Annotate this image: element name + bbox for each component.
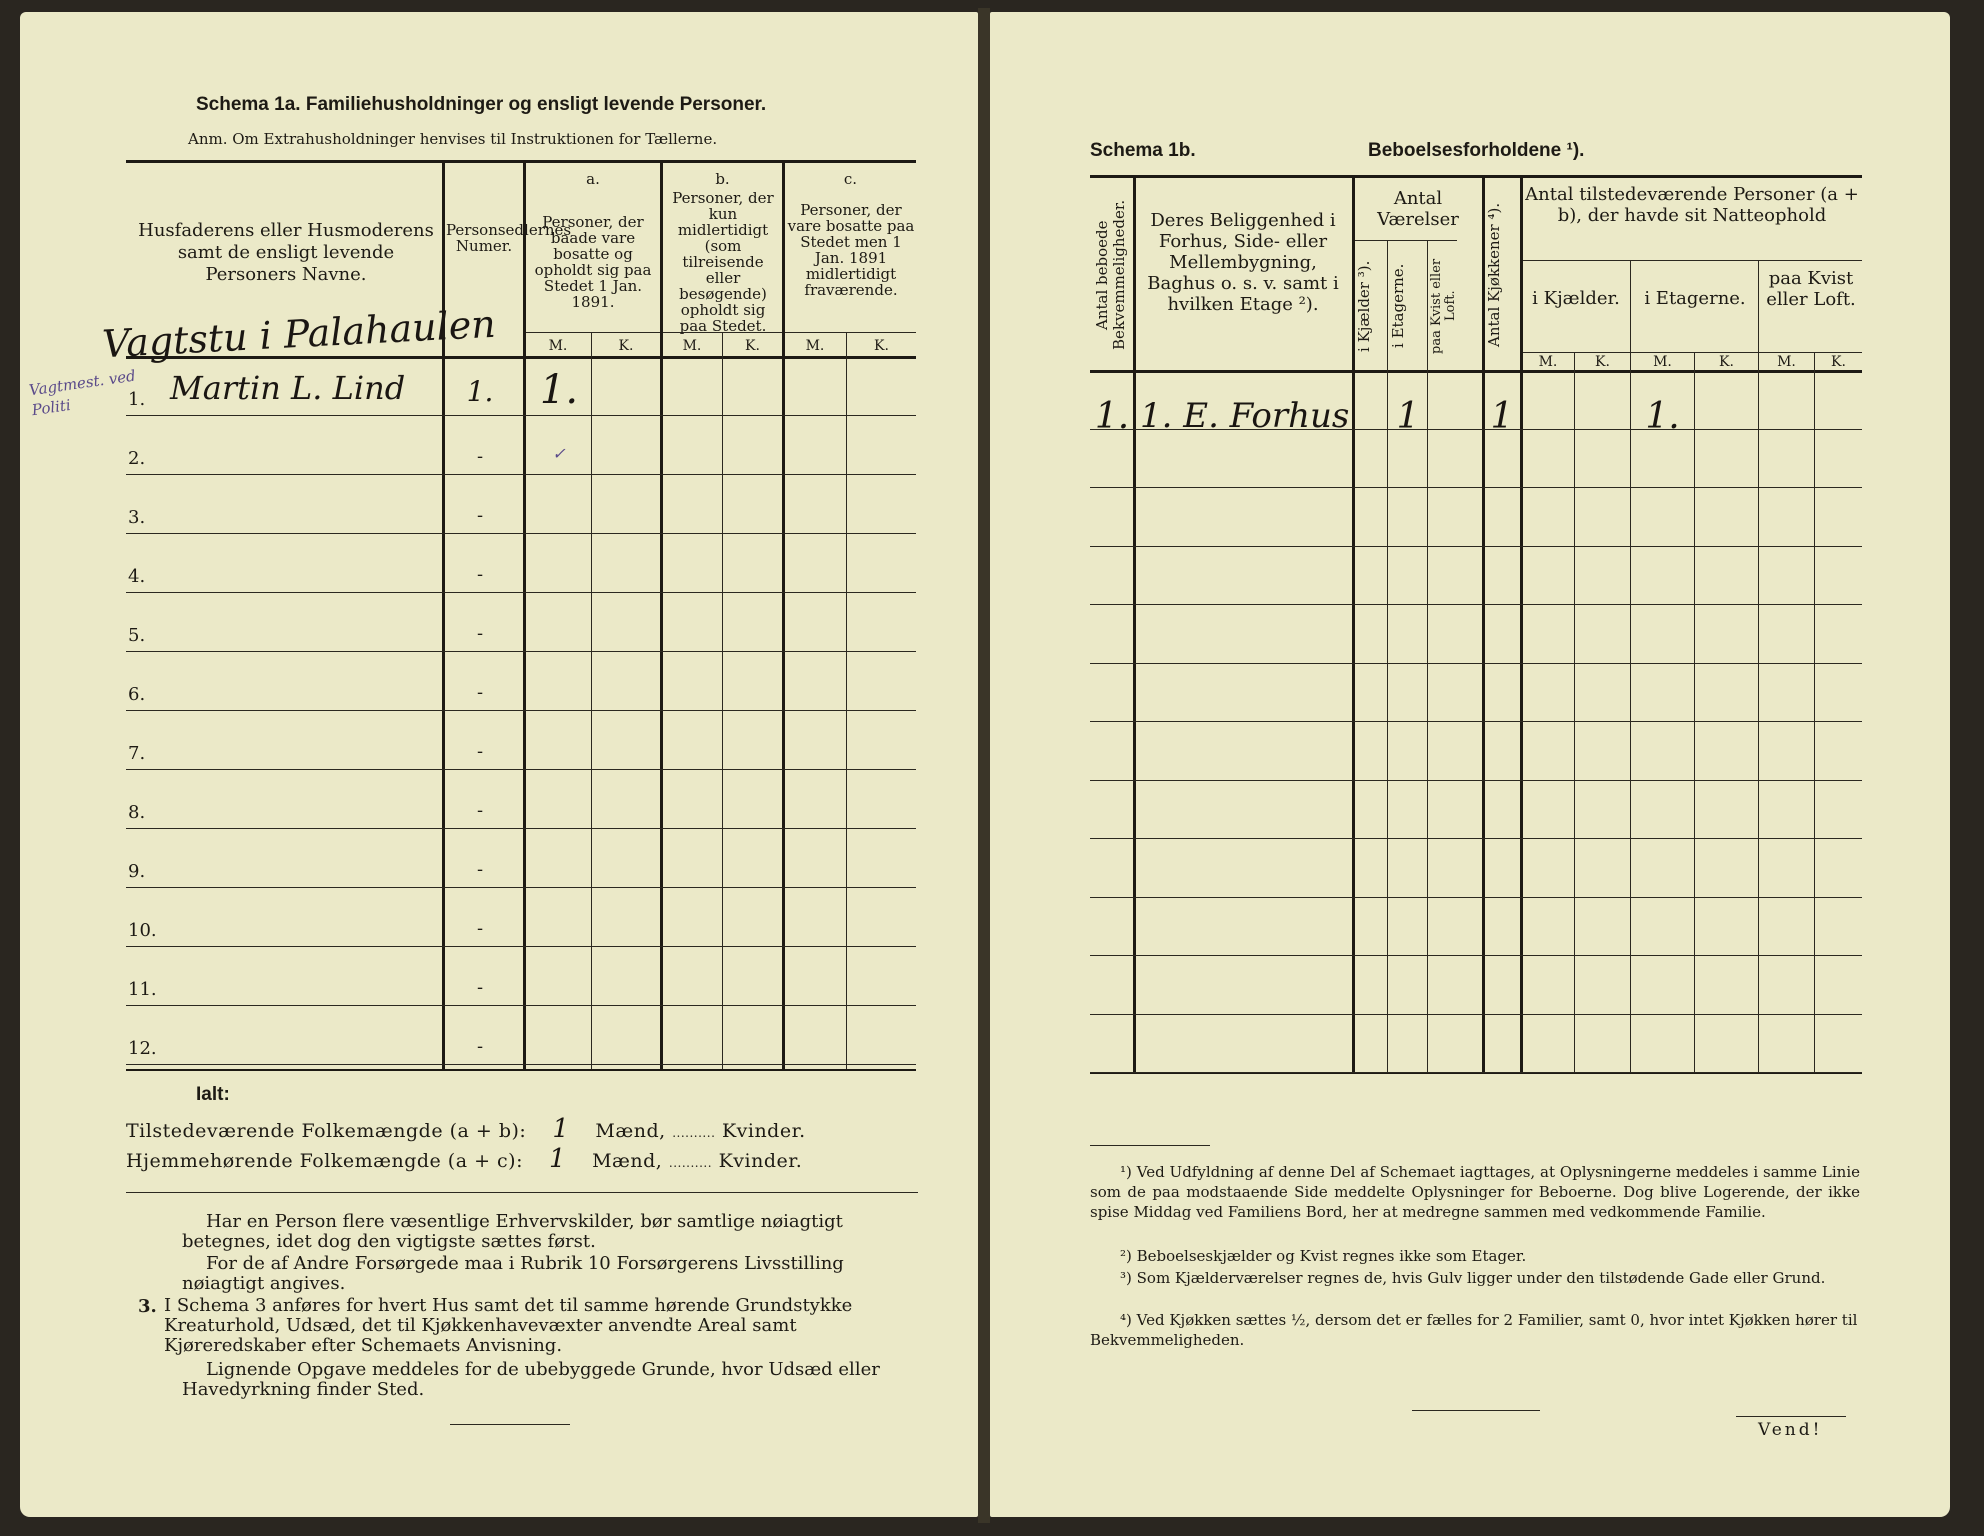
col-divider-name bbox=[442, 160, 445, 1070]
left-row-pers: - bbox=[476, 741, 484, 762]
footnote-2: ²) Beboelseskjælder og Kvist regnes ikke som Etager. bbox=[1120, 1247, 1527, 1265]
r-row1-etag-m: 1. bbox=[1645, 396, 1680, 437]
r-row1-etagerne: 1 bbox=[1396, 396, 1420, 437]
right-row-line bbox=[1090, 1014, 1862, 1015]
col-divider-b-mk bbox=[722, 332, 723, 1069]
r-kv-m: M. bbox=[1777, 354, 1796, 370]
left-row-num: 6. bbox=[128, 684, 146, 705]
left-row-num: 4. bbox=[128, 566, 146, 587]
r-col-div-8 bbox=[1630, 260, 1631, 1072]
r-et-k: K. bbox=[1719, 354, 1734, 370]
a-k-label: K. bbox=[618, 338, 634, 354]
ialt-rule bbox=[126, 1192, 918, 1193]
r-vaer-rule bbox=[1355, 240, 1457, 241]
col-divider-b bbox=[782, 160, 785, 1070]
b-k-label: K. bbox=[745, 338, 760, 354]
vend-label: Vend! bbox=[1758, 1420, 1823, 1440]
hjemme-value: 1 bbox=[549, 1144, 567, 1174]
right-row-line bbox=[1090, 955, 1862, 956]
r-row1-kjokkener: 1 bbox=[1490, 396, 1514, 437]
r-header-kvist: paa Kvist eller Loft. bbox=[1429, 258, 1458, 354]
r-header-kjaelder: i Kjælder ³). bbox=[1355, 260, 1373, 352]
header-c: Personer, der vare bosatte paa Stedet men 1 Jan. 1891 midlertidigt fraværende. bbox=[787, 201, 915, 299]
c-m-label: M. bbox=[805, 338, 825, 354]
r-kj-k: K. bbox=[1595, 354, 1610, 370]
left-row-line bbox=[126, 592, 916, 593]
schema-1b-title: Schema 1b. bbox=[1090, 140, 1196, 161]
footnote-3: ³) Som Kjælderværelser regnes de, hvis Gulv ligger under den tilstødende Gade eller Grund. bbox=[1120, 1269, 1826, 1287]
c-k-label: K. bbox=[874, 338, 889, 354]
hjemme-maend: Mænd, bbox=[592, 1150, 663, 1172]
right-page bbox=[990, 12, 1950, 1517]
left-row-name: Martin L. Lind bbox=[170, 369, 406, 407]
header-name: Husfaderens eller Husmoderens samt de ensligt levende Personers Navne. bbox=[138, 220, 434, 285]
left-row-num: 10. bbox=[128, 920, 157, 941]
r-table-top bbox=[1090, 175, 1862, 178]
vend-rule bbox=[1736, 1416, 1846, 1417]
r-col-div-9 bbox=[1694, 352, 1695, 1072]
r-row1-antal: 1. bbox=[1094, 396, 1130, 437]
hjemme-label: Hjemmehørende Folkemængde (a + c): bbox=[126, 1150, 523, 1172]
r-tilstede-rule bbox=[1522, 260, 1862, 261]
left-row-line bbox=[126, 415, 916, 416]
instr-p1: Har en Person flere væsentlige Erhvervskilder, bør samtlige nøiagtigt betegnes, idet dog den vigtigste sættes først. bbox=[182, 1211, 843, 1252]
left-row-line bbox=[126, 828, 916, 829]
left-row-pers: - bbox=[476, 623, 484, 644]
left-row-pers: - bbox=[476, 505, 484, 526]
right-row-line bbox=[1090, 663, 1862, 664]
right-row-line bbox=[1090, 838, 1862, 839]
header-a: Personer, der baade vare bosatte og opholdt sig paa Stedet 1 Jan. 1891. bbox=[534, 213, 652, 311]
right-row-line bbox=[1090, 429, 1862, 430]
left-row-num: 12. bbox=[128, 1038, 157, 1059]
r-header-paa-kvist: paa Kvist eller Loft. bbox=[1766, 268, 1856, 310]
r-header-bottom bbox=[1090, 370, 1862, 373]
schema-1a-title: Schema 1a. Familiehusholdninger og ensligt levende Personer. bbox=[196, 94, 767, 115]
r-kj-m: M. bbox=[1538, 354, 1558, 370]
r-header-antal-bekv: Antal beboede Bekvemmeligheder. bbox=[1093, 199, 1128, 351]
left-row-num: 1. bbox=[128, 389, 146, 410]
left-row-a-m: 1. bbox=[539, 367, 579, 413]
left-row-line bbox=[126, 710, 916, 711]
left-row-line bbox=[126, 946, 916, 947]
header-b-letter: b. bbox=[715, 170, 730, 188]
left-row-a-m: ✓ bbox=[552, 444, 566, 463]
margin-note: Vagtmest. ved Politi bbox=[27, 366, 137, 420]
hjemme-kvinder: Kvinder. bbox=[718, 1150, 803, 1172]
left-row-pers: - bbox=[476, 446, 484, 467]
left-row-line bbox=[126, 533, 916, 534]
left-row-pers: - bbox=[476, 977, 484, 998]
left-row-line bbox=[126, 1064, 916, 1065]
ialt-label: Ialt: bbox=[196, 1084, 230, 1105]
left-row-line bbox=[126, 769, 916, 770]
r-header-beliggenhed: Deres Beliggenhed i Forhus, Side- eller Mellembygning, Baghus o. s. v. samt i hvilken Etage ²). bbox=[1147, 210, 1339, 315]
left-row-line bbox=[126, 474, 916, 475]
schema-1b-subtitle: Beboelsesforholdene ¹). bbox=[1368, 140, 1585, 161]
r-header-etagerne: i Etagerne. bbox=[1389, 263, 1407, 349]
instr-p4: Lignende Opgave meddeles for de ubebyggede Grunde, hvor Udsæd eller Havedyrkning finder Sted. bbox=[182, 1359, 880, 1400]
footnote-1: ¹) Ved Udfyldning af denne Del af Schemaet iagttages, at Oplysningerne meddeles i samme Linie som de paa modstaaende Side meddelte Oplysninger for Beboerne. Dog blive Logerende, der ikke spise Middag ved Familiens Bord, her at medregne sammen med vedkommende Familie. bbox=[1090, 1163, 1860, 1221]
left-page bbox=[20, 12, 978, 1517]
tilstede-dots: .......... bbox=[672, 1126, 716, 1140]
left-row-line bbox=[126, 887, 916, 888]
b-m-label: M. bbox=[682, 338, 702, 354]
header-b: Personer, der kun midlertidigt (som tilreisende eller besøgende) opholdt sig paa Stedet. bbox=[672, 189, 774, 335]
right-row-line bbox=[1090, 721, 1862, 722]
left-row-line bbox=[126, 1005, 916, 1006]
end-rule-left bbox=[450, 1424, 570, 1425]
r-header-i-kjaelder: i Kjælder. bbox=[1532, 288, 1620, 309]
tilstede-label: Tilstedeværende Folkemængde (a + b): bbox=[126, 1120, 527, 1142]
r-col-div-6 bbox=[1520, 175, 1523, 1072]
a-m-label: M. bbox=[548, 338, 568, 354]
r-mk-rule bbox=[1522, 352, 1862, 353]
r-kv-k: K. bbox=[1831, 354, 1846, 370]
handwritten-place: Vagtstu i Palahaulen bbox=[101, 301, 497, 367]
r-header-kjokkener: Antal Kjøkkener ⁴). bbox=[1485, 202, 1503, 348]
left-row-num: 5. bbox=[128, 625, 146, 646]
left-row-pers: - bbox=[476, 918, 484, 939]
r-header-antal-vaer: Antal Værelser bbox=[1377, 188, 1459, 230]
hjemme-line bbox=[126, 1144, 918, 1174]
right-row-line bbox=[1090, 780, 1862, 781]
right-row-line bbox=[1090, 546, 1862, 547]
anm-note: Anm. Om Extrahusholdninger henvises til Instruktionen for Tællerne. bbox=[188, 130, 718, 148]
right-row-line bbox=[1090, 604, 1862, 605]
r-row1-beliggenhed: 1. E. Forhus bbox=[1140, 396, 1350, 436]
tilstede-maend: Mænd, bbox=[595, 1120, 666, 1142]
left-row-pers: 1. bbox=[466, 375, 494, 408]
r-header-i-etagerne: i Etagerne. bbox=[1644, 288, 1746, 309]
left-row-pers: - bbox=[476, 1036, 484, 1057]
left-row-num: 9. bbox=[128, 861, 146, 882]
right-row-line bbox=[1090, 897, 1862, 898]
instr-p3-num: 3. bbox=[138, 1296, 157, 1317]
fn-rule bbox=[1090, 1145, 1210, 1146]
left-row-num: 7. bbox=[128, 743, 146, 764]
left-row-pers: - bbox=[476, 859, 484, 880]
r-header-tilstede: Antal tilstedeværende Personer (a + b), der havde sit Natteophold bbox=[1525, 184, 1859, 226]
r-col-div-7 bbox=[1574, 352, 1575, 1072]
left-row-line bbox=[126, 651, 916, 652]
left-row-pers: - bbox=[476, 564, 484, 585]
tilstede-value: 1 bbox=[552, 1114, 570, 1144]
right-row-line bbox=[1090, 1072, 1862, 1073]
instr-p3: I Schema 3 anføres for hvert Hus samt det til samme hørende Grundstykke Kreaturhold, Udsæd, det til Kjøkkenhavevæxter anvendte Areal samt Kjøreredskaber efter Schemaets Anvisning. bbox=[164, 1295, 853, 1356]
r-et-m: M. bbox=[1653, 354, 1672, 370]
header-a-letter: a. bbox=[586, 170, 600, 188]
col-divider-c-mk bbox=[846, 332, 847, 1069]
r-col-div-4 bbox=[1427, 240, 1428, 1072]
left-row-num: 11. bbox=[128, 979, 157, 1000]
header-num: Personsedlernes Numer. bbox=[446, 221, 572, 255]
book-gutter bbox=[978, 8, 990, 1523]
header-c-letter: c. bbox=[843, 170, 858, 188]
r-col-div-3 bbox=[1387, 240, 1388, 1072]
end-rule-right bbox=[1412, 1410, 1540, 1411]
mk-rule-left bbox=[525, 332, 660, 333]
left-row-num: 2. bbox=[128, 448, 146, 469]
left-row-pers: - bbox=[476, 800, 484, 821]
footnote-4: ⁴) Ved Kjøkken sættes ½, dersom det er fælles for 2 Familier, samt 0, hvor intet Kjøkken hører til Bekvemmeligheden. bbox=[1090, 1311, 1858, 1349]
tilstede-kvinder: Kvinder. bbox=[721, 1120, 806, 1142]
col-divider-a bbox=[660, 160, 663, 1070]
tilstede-line bbox=[126, 1114, 918, 1144]
hjemme-dots: .......... bbox=[668, 1156, 713, 1170]
table-bottom-rule bbox=[126, 1069, 916, 1071]
left-row-pers: - bbox=[476, 682, 484, 703]
table-top-rule bbox=[126, 160, 916, 163]
left-row-num: 8. bbox=[128, 802, 146, 823]
instr-p2: For de af Andre Forsørgede maa i Rubrik 10 Forsørgerens Livsstilling nøiagtigt angives. bbox=[182, 1253, 844, 1294]
right-row-line bbox=[1090, 487, 1862, 488]
col-divider-a-mk bbox=[591, 332, 592, 1069]
r-col-div-10 bbox=[1758, 260, 1759, 1072]
col-divider-num bbox=[523, 160, 526, 1070]
left-row-num: 3. bbox=[128, 507, 146, 528]
r-col-div-11 bbox=[1814, 352, 1815, 1072]
